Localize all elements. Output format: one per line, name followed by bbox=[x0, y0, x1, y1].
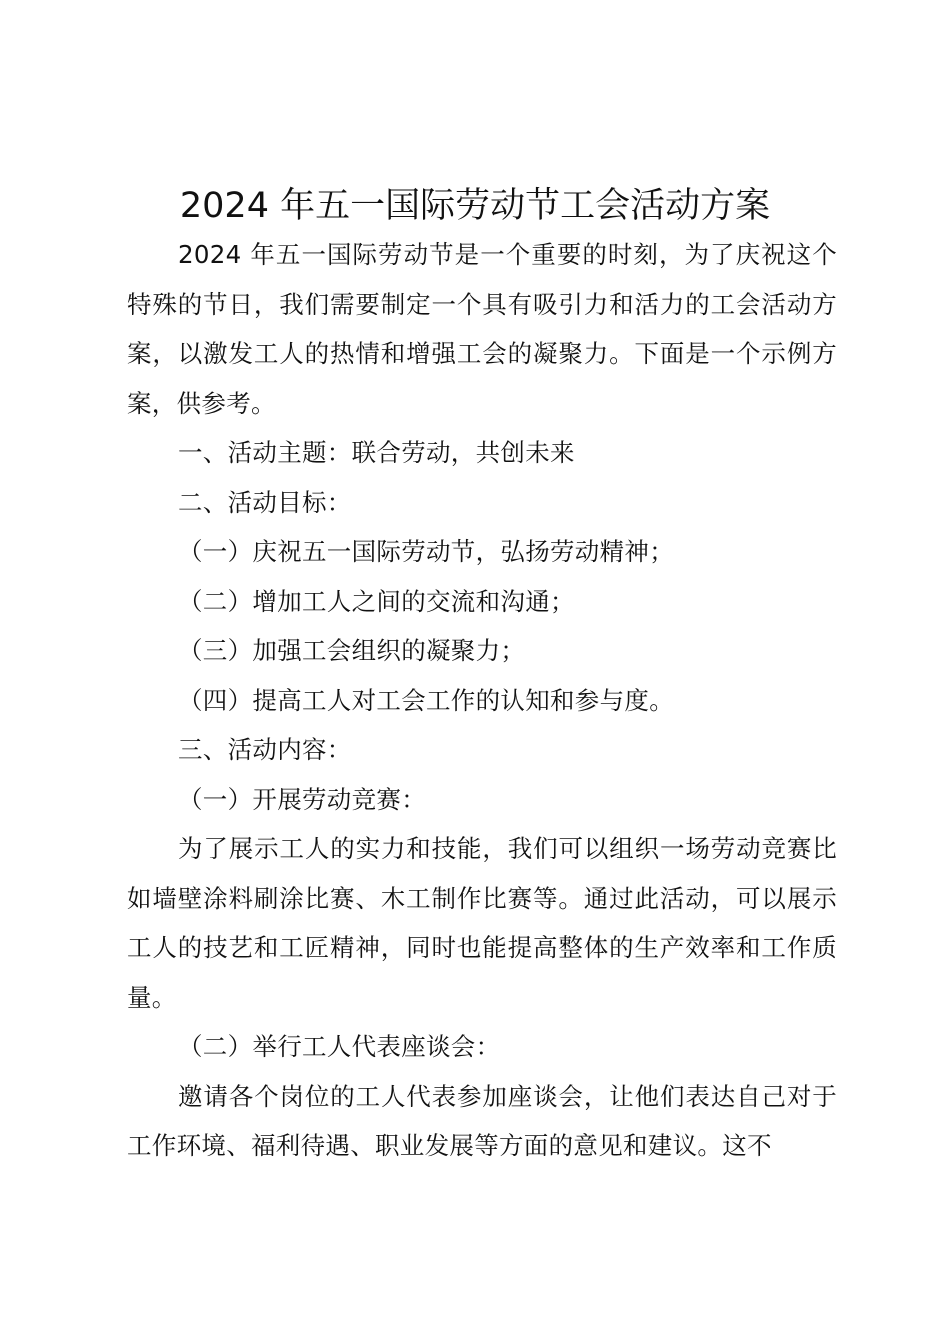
content-paragraph-1: 为了展示工人的实力和技能，我们可以组织一场劳动竞赛比如墙壁涂料刷涂比赛、木工制作比赛等。通过此活动，可以展示工人的技艺和工匠精神，同时也能提高整体的生产效率和工作质量。 bbox=[127, 834, 837, 1012]
goal-item-1: （一）庆祝五一国际劳动节，弘扬劳动精神； bbox=[178, 537, 674, 566]
intro-paragraph: 2024 年五一国际劳动节是一个重要的时刻，为了庆祝这个特殊的节日，我们需要制定一个具有吸引力和活力的工会活动方案，以激发工人的热情和增强工会的凝聚力。下面是一个示例方案，供参考。 bbox=[127, 240, 837, 418]
section-content-heading: 三、活动内容： bbox=[178, 735, 352, 764]
section-goals-heading: 二、活动目标： bbox=[178, 487, 352, 517]
content-subheading-1: （一）开展劳动竞赛： bbox=[178, 784, 426, 814]
goal-item-4: （四）提高工人对工会工作的认知和参与度。 bbox=[178, 685, 674, 715]
content-paragraph-2: 邀请各个岗位的工人代表参加座谈会，让他们表达自己对于工作环境、福利待遇、职业发展等方面的意见和建议。这不 bbox=[127, 1081, 837, 1160]
section-theme: 一、活动主题：联合劳动，共创未来 bbox=[178, 438, 575, 467]
goal-item-2: （二）增加工人之间的交流和沟通； bbox=[178, 586, 575, 616]
content-subheading-2: （二）举行工人代表座谈会： bbox=[178, 1032, 501, 1061]
goal-item-3: （三）加强工会组织的凝聚力； bbox=[178, 636, 526, 665]
document-body bbox=[127, 230, 837, 1171]
document-title: 2024 年五一国际劳动节工会活动方案 bbox=[179, 186, 771, 226]
